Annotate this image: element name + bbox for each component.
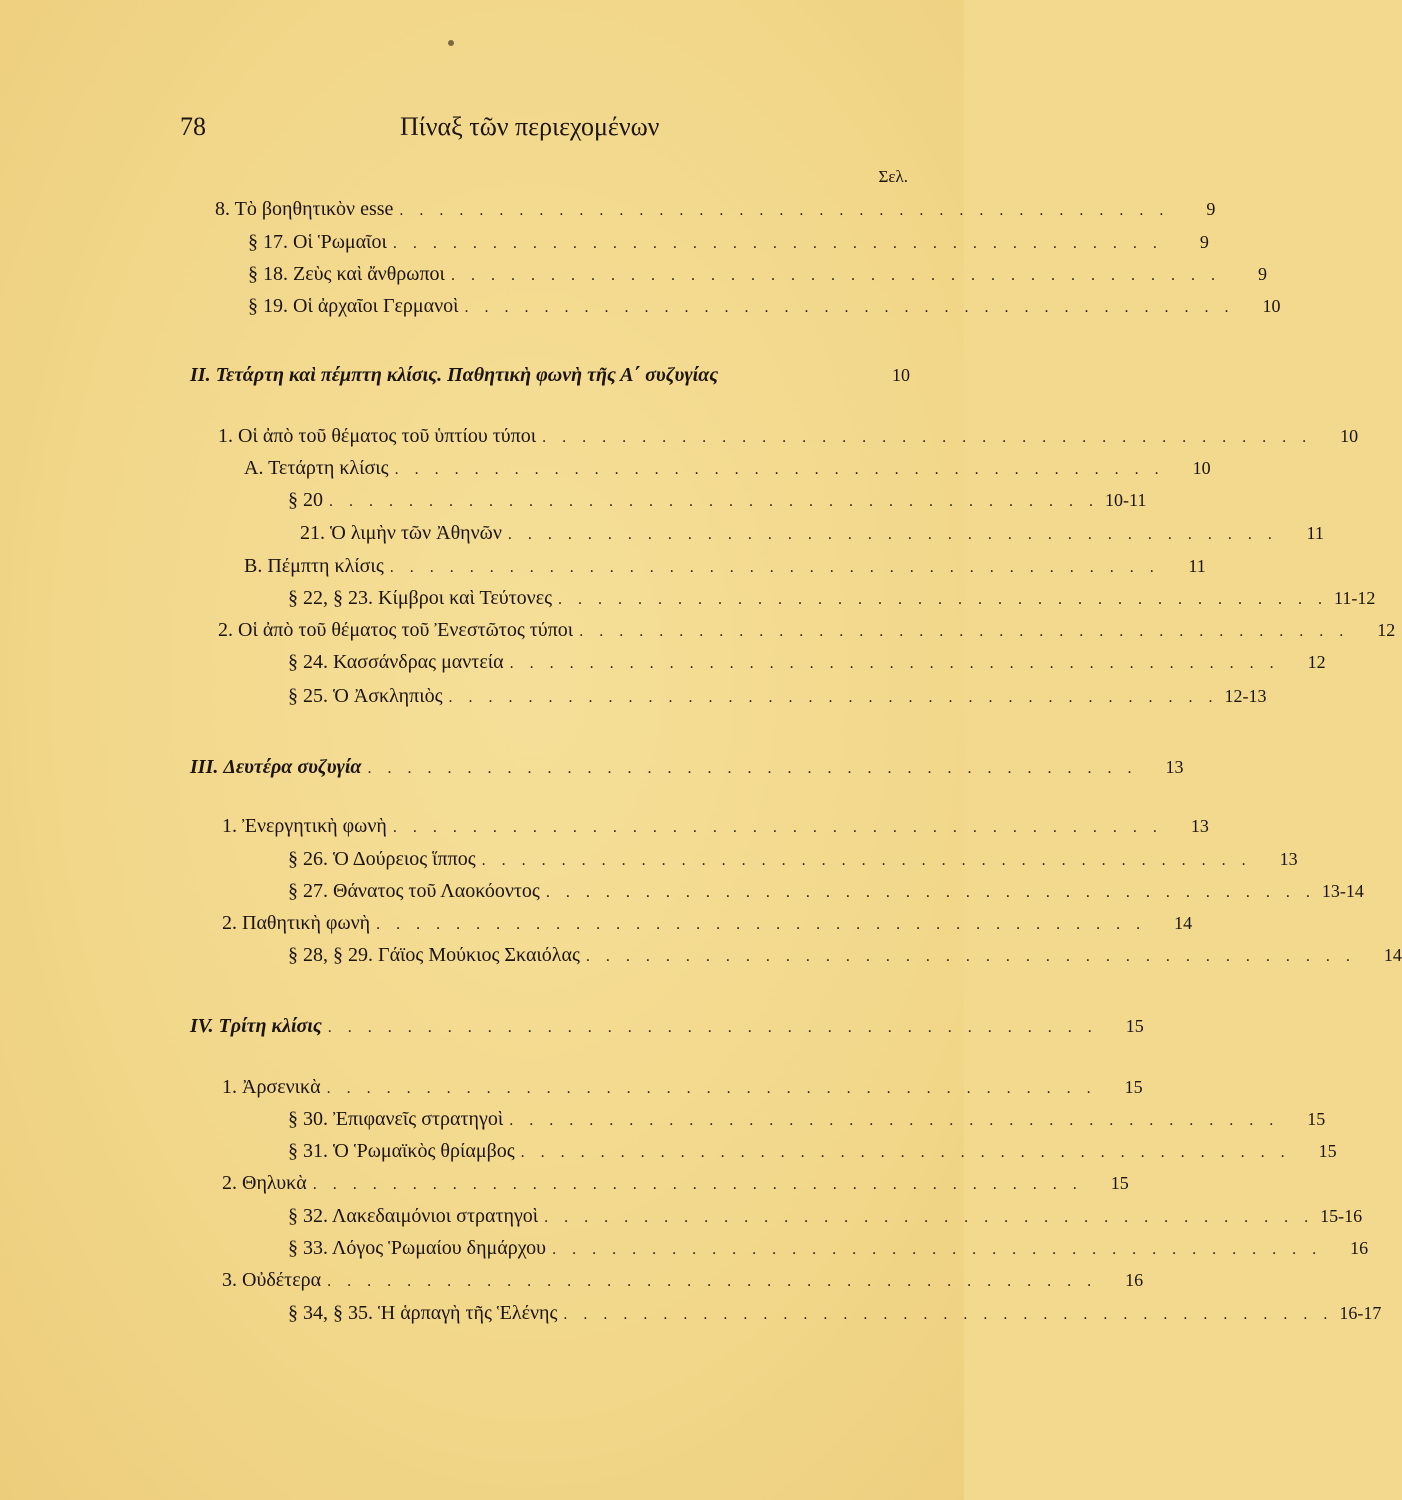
toc-entry	[288, 1140, 1337, 1170]
toc-entry-page: 16	[1125, 1270, 1144, 1290]
section-heading-title: IV. Τρίτη κλίσις	[190, 1015, 322, 1037]
toc-entry-title: § 30. Ἐπιφανεῖς στρατηγοὶ	[288, 1108, 504, 1130]
leader-dots: . . . . . . . . . . . . . . . . . . . . . . . . . . . . . . . . . . . . . . .	[544, 1209, 1315, 1226]
section-heading	[190, 1015, 1144, 1045]
leader-dots: . . . . . . . . . . . . . . . . . . . . . . . . . . . . . . . . . . . . . . .	[542, 429, 1313, 446]
toc-entry	[288, 944, 1402, 974]
toc-entry-title: 1. Οἱ ἀπὸ τοῦ θέματος τοῦ ὑπτίου τύποι	[218, 425, 537, 447]
toc-entry-title: § 25. Ὁ Ἀσκληπιὸς	[288, 685, 443, 707]
leader-dots: . . . . . . . . . . . . . . . . . . . . . . . . . . . . . . . . . . . . . . .	[392, 819, 1163, 836]
running-title: Πίναξ τῶν περιεχομένων	[400, 112, 660, 141]
toc-entry-page: 9	[1257, 264, 1267, 284]
section-heading	[190, 364, 910, 394]
toc-entry	[288, 880, 1364, 910]
toc-entry	[288, 489, 1147, 519]
leader-dots: . . . . . . . . . . . . . . . . . . . . . . . . . . . . . . . . . . . . . . .	[399, 202, 1170, 219]
toc-entry	[288, 685, 1267, 715]
toc-entry-page: 10	[1192, 458, 1211, 478]
ink-spot	[448, 40, 454, 46]
toc-entry-page: 12	[1307, 652, 1326, 672]
toc-entry-title: 2. Οἱ ἀπὸ τοῦ θέματος τοῦ Ἐνεστῶτος τύποι	[218, 619, 574, 641]
leader-dots: . . . . . . . . . . . . . . . . . . . . . . . . . . . . . . . . . . . . . . .	[367, 760, 1138, 777]
toc-entry-title: § 18. Ζεὺς καὶ ἄνθρωποι	[248, 263, 445, 285]
toc-entry-page: 16-17	[1339, 1303, 1382, 1323]
section-heading-title: II. Τετάρτη καὶ πέμπτη κλίσις. Παθητικὴ φωνὴ τῆς Α΄ συζυγίας	[190, 364, 719, 386]
toc-entry-title: § 20	[288, 489, 323, 511]
leader-dots: . . . . . . . . . . . . . . . . . . . . . . . . . . . . . . . . . . . . . . .	[450, 267, 1221, 284]
toc-entry-title: § 24. Κασσάνδρας μαντεία	[288, 651, 504, 673]
toc-entry-page: 14	[1174, 913, 1193, 933]
toc-entry	[244, 555, 1206, 585]
toc-entry-page: 9	[1206, 199, 1216, 219]
toc-entry-page: 16	[1350, 1238, 1369, 1258]
toc-entry-title: § 33. Λόγος Ῥωμαίου δημάρχου	[288, 1237, 547, 1259]
leader-dots: . . . . . . . . . . . . . . . . . . . . . . . . . . . . . . . . . . . . . . .	[394, 461, 1165, 478]
section-heading	[190, 756, 1184, 786]
toc-entry	[248, 263, 1267, 293]
toc-entry-page: 13	[1279, 849, 1298, 869]
toc-entry	[300, 522, 1324, 552]
toc-entry-title: 21. Ὁ λιμὴν τῶν Ἀθηνῶν	[300, 522, 502, 544]
leader-dots: . . . . . . . . . . . . . . . . . . . . . . . . . . . . . . . . . . . . . . .	[464, 299, 1235, 316]
leader-dots: . . . . . . . . . . . . . . . . . . . . . . . . . . . . . . . . . . . . . . .	[448, 689, 1219, 706]
leader-dots: . . . . . . . . . . . . . . . . . . . . . . . . . . . . . . . . . . . . . . .	[507, 526, 1278, 543]
leader-dots: . . . . . . . . . . . . . . . . . . . . . . . . . . . . . . . . . . . . . . .	[326, 1080, 1097, 1097]
toc-entry	[288, 1302, 1382, 1332]
toc-entry	[288, 651, 1326, 681]
toc-entry-page: 10	[1340, 426, 1359, 446]
toc-entry	[244, 457, 1211, 487]
leader-dots: . . . . . . . . . . . . . . . . . . . . . . . . . . . . . . . . . . . . . . .	[481, 852, 1252, 869]
toc-entry-title: 1. Ἐνεργητικὴ φωνὴ	[222, 815, 387, 837]
toc-entry-page: 10-11	[1105, 490, 1147, 510]
toc-entry	[288, 848, 1298, 878]
toc-entry	[222, 1172, 1129, 1202]
toc-entry-page: 11	[1188, 556, 1206, 576]
leader-dots: . . . . . . . . . . . . . . . . . . . . . . . . . . . . . . . . . . . . . . .	[579, 623, 1350, 640]
toc-entry-page: 12-13	[1224, 686, 1267, 706]
leader-dots: . . . . . . . . . . . . . . . . . . . . . . . . . . . . . . . . . . . . . . .	[509, 1112, 1280, 1129]
toc-entry-title: § 28, § 29. Γάϊος Μούκιος Σκαιόλας	[288, 944, 580, 966]
toc-entry-title: § 17. Οἱ Ῥωμαῖοι	[248, 231, 387, 253]
toc-entry-title: 1. Ἀρσενικὰ	[222, 1076, 321, 1098]
toc-entry-title: § 22, § 23. Κίμβροι καὶ Τεύτονες	[288, 587, 553, 609]
leader-dots: . . . . . . . . . . . . . . . . . . . . . . . . . . . . . . . . . . . . . . .	[558, 591, 1329, 608]
toc-entry	[218, 619, 1396, 649]
leader-dots: . . . . . . . . . . . . . . . . . . . . . . . . . . . . . . . . . . . . . . .	[389, 559, 1160, 576]
toc-entry	[288, 1237, 1369, 1267]
toc-entry-title: § 32. Λακεδαιμόνιοι στρατηγοὶ	[288, 1205, 539, 1227]
toc-entry-title: § 26. Ὁ Δούρειος ἵππος	[288, 848, 476, 870]
leader-dots: . . . . . . . . . . . . . . . . . . . . . . . . . . . . . . . . . . . . . . .	[585, 948, 1356, 965]
toc-entry-page: 15	[1307, 1109, 1326, 1129]
toc-entry-page: 9	[1199, 232, 1209, 252]
toc-entry-page: 11	[1306, 523, 1324, 543]
page-number: 78	[180, 112, 206, 141]
leader-dots: . . . . . . . . . . . . . . . . . . . . . . . . . . . . . . . . . . . . . . .	[509, 655, 1280, 672]
toc-entry	[218, 425, 1359, 455]
leader-dots: . . . . . . . . . . . . . . . . . . . . . . . . . . . . . . . . . . . . . . .	[376, 916, 1147, 933]
toc-entry	[288, 1205, 1363, 1235]
toc-entry	[215, 198, 1216, 228]
toc-entry-page: 11-12	[1334, 588, 1376, 608]
section-heading-page: 15	[1125, 1016, 1144, 1036]
toc-entry-title: § 27. Θάνατος τοῦ Λαοκόοντος	[288, 880, 540, 902]
section-heading-page: 13	[1165, 757, 1184, 777]
toc-entry	[248, 295, 1281, 325]
toc-entry-page: 15	[1124, 1077, 1143, 1097]
leader-dots: . . . . . . . . . . . . . . . . . . . . . . . . . . . . . . . . . . . . . . .	[552, 1241, 1323, 1258]
page-column-label: Σελ.	[878, 167, 908, 186]
toc-entry-page: 14	[1383, 945, 1402, 965]
toc-entry	[222, 1076, 1143, 1106]
toc-entry	[248, 231, 1209, 261]
toc-entry-page: 13	[1190, 816, 1209, 836]
toc-entry-page: 15-16	[1320, 1206, 1363, 1226]
toc-entry-page: 15	[1318, 1141, 1337, 1161]
toc-entry-title: § 31. Ὁ Ῥωμαϊκὸς θρίαμβος	[288, 1140, 515, 1162]
toc-entry	[222, 815, 1209, 845]
leader-dots: . . . . . . . . . . . . . . . . . . . . . . . . . . . . . . . . . . . . . . .	[312, 1176, 1083, 1193]
leader-dots: . . . . . . . . . . . . . . . . . . . . . . . . . . . . . . . . . . . . . . .	[327, 1273, 1098, 1290]
toc-entry-title: 8. Τὸ βοηθητικὸν esse	[215, 198, 394, 220]
leader-dots: . . . . . . . . . . . . . . . . . . . . . . . . . . . . . . . . . . . . . . .	[563, 1306, 1334, 1323]
leader-dots: . . . . . . . . . . . . . . . . . . . . . . . . . . . . . . . . . . . . . . .	[329, 493, 1099, 510]
section-heading-title: III. Δευτέρα συζυγία	[190, 756, 362, 778]
toc-entry	[288, 587, 1376, 617]
toc-entry	[222, 912, 1193, 942]
page-header	[180, 112, 720, 152]
toc-entry	[222, 1269, 1144, 1299]
toc-entry-title: 3. Οὐδέτερα	[222, 1269, 322, 1291]
toc-entry-title: Α. Τετάρτη κλίσις	[244, 457, 389, 479]
toc-entry-title: 2. Θηλυκὰ	[222, 1172, 307, 1194]
toc-entry-page: 12	[1377, 620, 1396, 640]
toc-entry-page: 13-14	[1321, 881, 1364, 901]
toc-entry-title: 2. Παθητικὴ φωνὴ	[222, 912, 371, 934]
toc-entry-page: 15	[1110, 1173, 1129, 1193]
leader-dots: . . . . . . . . . . . . . . . . . . . . . . . . . . . . . . . . . . . . . . .	[545, 884, 1316, 901]
section-heading-page: 10	[892, 365, 910, 385]
toc-entry-page: 10	[1262, 296, 1281, 316]
leader-dots: . . . . . . . . . . . . . . . . . . . . . . . . . . . . . . . . . . . . . . .	[520, 1144, 1291, 1161]
leader-dots: . . . . . . . . . . . . . . . . . . . . . . . . . . . . . . . . . . . . . . .	[327, 1019, 1098, 1036]
leader-dots: . . . . . . . . . . . . . . . . . . . . . . . . . . . . . . . . . . . . . . .	[392, 235, 1163, 252]
toc-entry	[288, 1108, 1326, 1138]
toc-entry-title: § 34, § 35. Ἡ ἁρπαγὴ τῆς Ἑλένης	[288, 1302, 558, 1324]
toc-entry-title: § 19. Οἱ ἀρχαῖοι Γερμανοὶ	[248, 295, 459, 317]
toc-entry-title: Β. Πέμπτη κλίσις	[244, 555, 384, 577]
